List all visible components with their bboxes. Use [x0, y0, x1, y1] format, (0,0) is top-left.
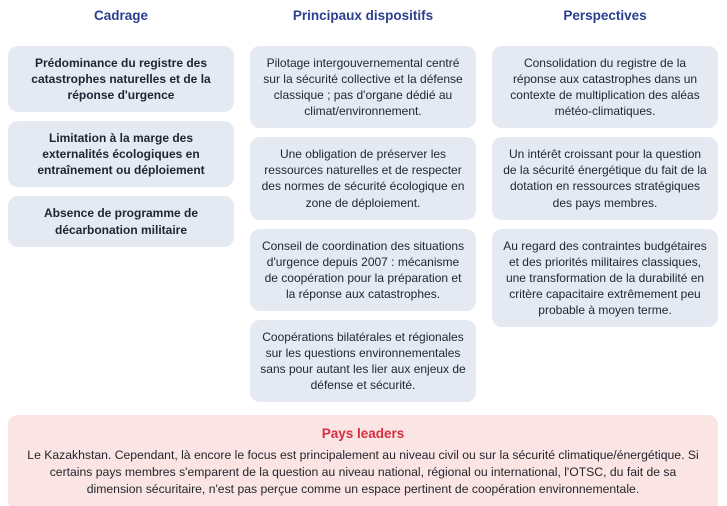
column-header-perspectives: Perspectives: [563, 8, 647, 23]
column-header-dispositifs: Principaux dispositifs: [292, 8, 434, 23]
pays-leaders-title: Pays leaders: [321, 426, 405, 442]
perspectives-card-3: Au regard des contraintes budgétaires et des priorités militaires classiques, une transformation de la durabilité en critère capacitaire extrêmement peu probable à moyen terme.: [492, 229, 718, 327]
dispositifs-card-4: Coopérations bilatérales et régionales sur les questions environnementales sans pour autant les lier aux enjeux de défense et sécurité.: [250, 320, 476, 402]
column-perspectives: [492, 6, 718, 327]
cadrage-card-3: Absence de programme de décarbonation militaire: [8, 196, 234, 246]
cadrage-card-1: Prédominance du registre des catastrophes naturelles et de la réponse d'urgence: [8, 46, 234, 112]
dispositifs-card-1: Pilotage intergouvernemental centré sur la sécurité collective et la défense classique ; pas d'organe dédié au climat/environnement.: [250, 46, 476, 128]
dispositifs-card-2: Une obligation de préserver les ressources naturelles et de respecter des normes de sécurité écologique en zone de déploiement.: [250, 137, 476, 219]
pays-leaders-panel: [8, 415, 718, 506]
perspectives-card-1: Consolidation du registre de la réponse aux catastrophes dans un contexte de multiplication des aléas météo-climatiques.: [492, 46, 718, 128]
column-cadrage: [8, 6, 234, 247]
column-header-cadrage: Cadrage: [93, 8, 149, 23]
cadrage-card-2: Limitation à la marge des externalités écologiques en entraînement ou déploiement: [8, 121, 234, 187]
column-dispositifs: [250, 6, 476, 402]
perspectives-card-2: Un intérêt croissant pour la question de la sécurité énergétique du fait de la dotation en ressources stratégiques des pays membres.: [492, 137, 718, 219]
pays-leaders-text: Le Kazakhstan. Cependant, là encore le focus est principalement au niveau civil ou sur la sécurité climatique/énergétique. Si certains pays membres s'emparent de la question au niveau national, régional ou international, l'OTSC, du fait de sa dimension sécuritaire, n'est pas perçue comme un espace pertinent de coopération environnementale.: [27, 448, 699, 497]
columns-container: [8, 6, 718, 402]
dispositifs-card-3: Conseil de coordination des situations d'urgence depuis 2007 : mécanisme de coopération pour la préparation et la réponse aux catastrophes.: [250, 229, 476, 311]
